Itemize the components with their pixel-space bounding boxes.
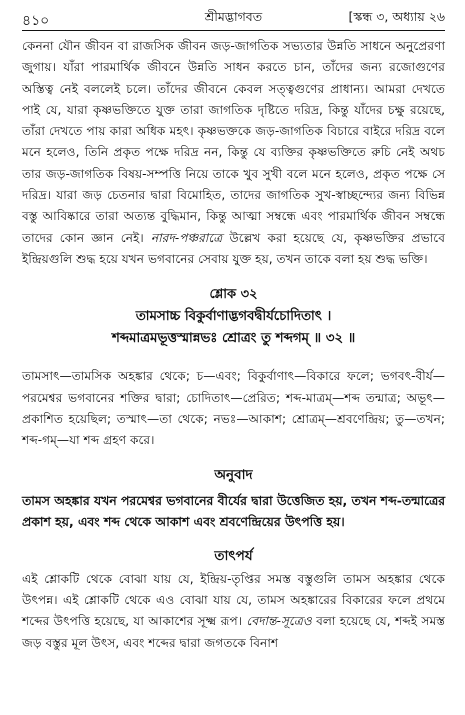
purport-italic-term: বেদান্ত-সূত্রেও xyxy=(246,614,312,629)
verse-line-1: তামসাচ্চ বিকুর্বাণাদ্ভগবদ্বীর্যচোদিতাৎ । xyxy=(135,309,332,325)
verse-line-2: শব্দমাত্রমভূত্তস্মান্নভঃ শ্রোত্রং তু শব্দগম্‌ ॥ ৩২ ॥ xyxy=(111,331,356,347)
intro-text-a: কেননা যৌন জীবন বা রাজসিক জীবন জড়-জাগতিক সভ্যতার উন্নতি সাধনে অনুপ্রেরণা জুগায়। যাঁরা পারমার্থিক জীবনে উন্নতি সাধন করতে চান, তাঁদের জন্য রজোগুণের অস্তিত্ব নেই বললেই চলে। তাঁদের জীবনে কেবল সত্ত্বগুণের প্রাধান্য। আমরা দেখতে পাই যে, যারা কৃষ্ণভক্তিতে যুক্ত তারা জাগতিক দৃষ্টিতে দরিদ্র, কিন্তু যাঁদের চক্ষু রয়েছে, তাঁরা দেখতে পায় কারা অধিক মহৎ। কৃষ্ণভক্তকে জড়-জাগতিক বিচারে বাইরে দরিদ্র বলে মনে হলেও, তিনি প্রকৃত পক্ষে দরিদ্র নন, কিন্তু যে ব্যক্তির কৃষ্ণভক্তিতে রুচি নেই অথচ তার জড়-জাগতিক বিষয়-সম্পত্তি নিয়ে তাকে খুব সুখী বলে মনে হলেও, প্রকৃত পক্ষে সে দরিদ্র। যারা জড় চেতনার দ্বারা বিমোহিত, তাদের জাগতিক সুখ-স্বাচ্ছন্দ্যের জন্য বিভিন্ন বস্তু আবিষ্কারে তারা অত্যন্ত বুদ্ধিমান, কিন্তু আত্মা সম্বন্ধে এবং পারমার্থিক জীবন সম্বন্ধে তাদের কোন জ্ঞান নেই। xyxy=(22,39,445,245)
intro-paragraph xyxy=(22,36,445,270)
translation-heading: অনুবাদ xyxy=(214,466,253,483)
page-header xyxy=(22,7,445,31)
page-body xyxy=(22,36,445,666)
purport-heading: তাৎপর্য xyxy=(214,547,253,564)
verse-heading: শ্লোক ৩২ xyxy=(209,287,258,303)
synonyms-paragraph: তামসাৎ—তামসিক অহঙ্কার থেকে; চ—এবং; বিকুর্বাণাৎ—বিকারে ফলে; ভগবৎ-বীর্য—পরমেশ্বর ভগবানের শক্তির দ্বারা; চোদিতাৎ—প্রেরিত; শব্দ-মাত্রম্‌—শব্দ তন্মাত্র; অভূৎ—প্রকাশিত হয়েছিল; তস্মাৎ—তা থেকে; নভঃ—আকাশ; শ্রোত্রম্‌—শ্রবণেন্দ্রিয়; তু—তখন; শব্দ-গম্‌—যা শব্দ গ্রহণ করে। xyxy=(22,369,445,448)
running-title: শ্রীমদ্ভাগবত xyxy=(204,9,263,24)
purport-paragraph xyxy=(22,569,445,654)
purport-text-a: এই শ্লোকটি থেকে বোঝা যায় যে, ইন্দ্রিয়-তৃপ্তির সমস্ত বস্তুগুলি তামস অহঙ্কার থেকে উৎপন্ন। এই শ্লোকটি থেকে এও বোঝা যায় যে, তামস অহঙ্কারের বিকারের ফলে প্রথমে শব্দের উৎপত্তি হয়েছে, যা আকাশের সূক্ষ্ম রূপ। xyxy=(22,571,445,629)
header-rule xyxy=(22,30,445,31)
chapter-reference: [স্কন্ধ ৩, অধ্যায় ২৬ xyxy=(348,9,445,24)
purport-text-b: বলা হয়েছে যে, শব্দই সমস্ত জড় বস্তুর মূল উৎস, এবং শব্দের দ্বারা জগতকে বিনাশ xyxy=(22,614,445,650)
intro-italic-term: নারদ-পঞ্চরাত্রে xyxy=(150,230,223,245)
intro-text-b: উল্লেখ করা হয়েছে যে, কৃষ্ণভক্তির প্রভাবে ইন্দ্রিয়গুলি শুদ্ধ হয়ে যখন ভগবানের সেবায় যুক্ত হয়, তখন তাকে বলা হয় শুদ্ধ ভক্তি। xyxy=(22,230,445,266)
page-number: ৪১০ xyxy=(22,13,50,29)
translation-paragraph: তামস অহঙ্কার যখন পরমেশ্বর ভগবানের বীর্যের দ্বারা উত্তেজিত হয়, তখন শব্দ-তন্মাত্রের প্রকাশ হয়, এবং শব্দ থেকে আকাশ এবং শ্রবণেন্দ্রিয়ের উৎপত্তি হয়। xyxy=(22,492,446,529)
